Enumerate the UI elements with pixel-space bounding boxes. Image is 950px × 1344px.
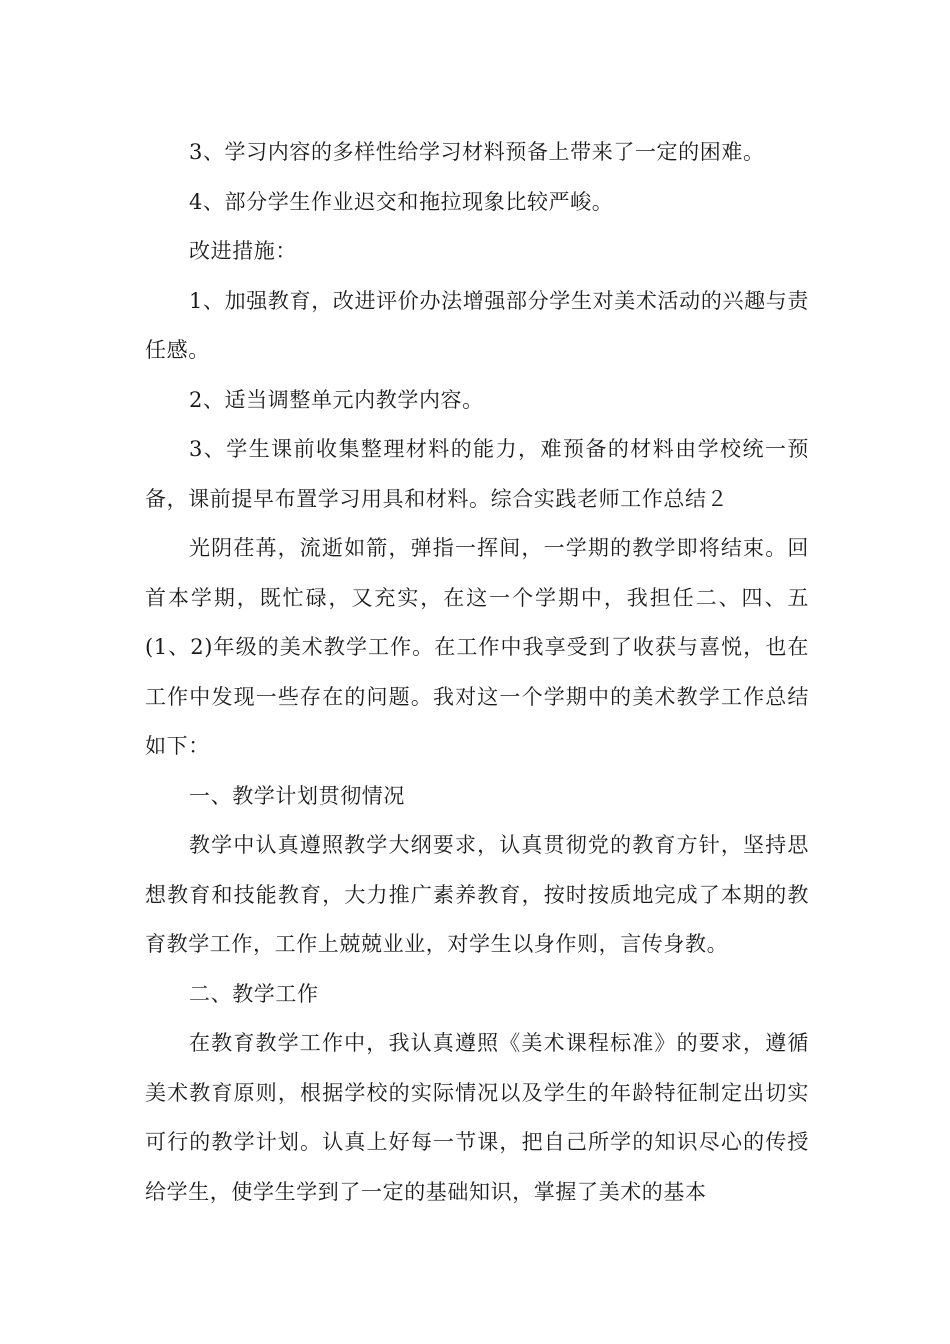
paragraph-issue-4: 4、部分学生作业迟交和拖拉现象比较严峻。 [189,189,614,214]
section-heading-1: 一、教学计划贯彻情况 [189,783,405,808]
paragraph-measure-2: 2、适当调整单元内教学内容。 [189,387,484,412]
paragraph-measure-1: 1、加强教育，改进评价办法增强部分学生对美术活动的兴趣与责任感。 [145,288,809,362]
document-body [145,128,809,1217]
paragraph-teaching: 在教育教学工作中，我认真遵照《美术课程标准》的要求，遵循美术教育原则，根据学校的实际情况以及学生的年龄特征制定出切实可行的教学计划。认真上好每一节课，把自己所学的知识尽心的传授给学生，使学生学到了一定的基础知识，掌握了美术的基本 [145,1031,809,1204]
section-heading-2: 二、教学工作 [189,981,319,1006]
paragraph-issue-3: 3、学习内容的多样性给学习材料预备上带来了一定的困难。 [189,140,765,164]
paragraph-measure-3: 3、学生课前收集整理材料的能力，难预备的材料由学校统一预备，课前提早布置学习用具和材料。综合实践老师工作总结２ [145,437,809,511]
paragraph-intro: 光阴荏苒，流逝如箭，弹指一挥间，一学期的教学即将结束。回首本学期，既忙碌，又充实，在这一个学期中，我担任二、四、五(1、2)年级的美术教学工作。在工作中我享受到了收获与喜悦，也在工作中发现一些存在的问题。我对这一个学期中的美术教学工作总结如下： [145,536,809,758]
improvement-heading: 改进措施： [189,239,297,263]
paragraph-plan: 教学中认真遵照教学大纲要求，认真贯彻党的教育方针，坚持思想教育和技能教育，大力推广素养教育，按时按质地完成了本期的教育教学工作，工作上兢兢业业，对学生以身作则，言传身教。 [145,833,809,956]
